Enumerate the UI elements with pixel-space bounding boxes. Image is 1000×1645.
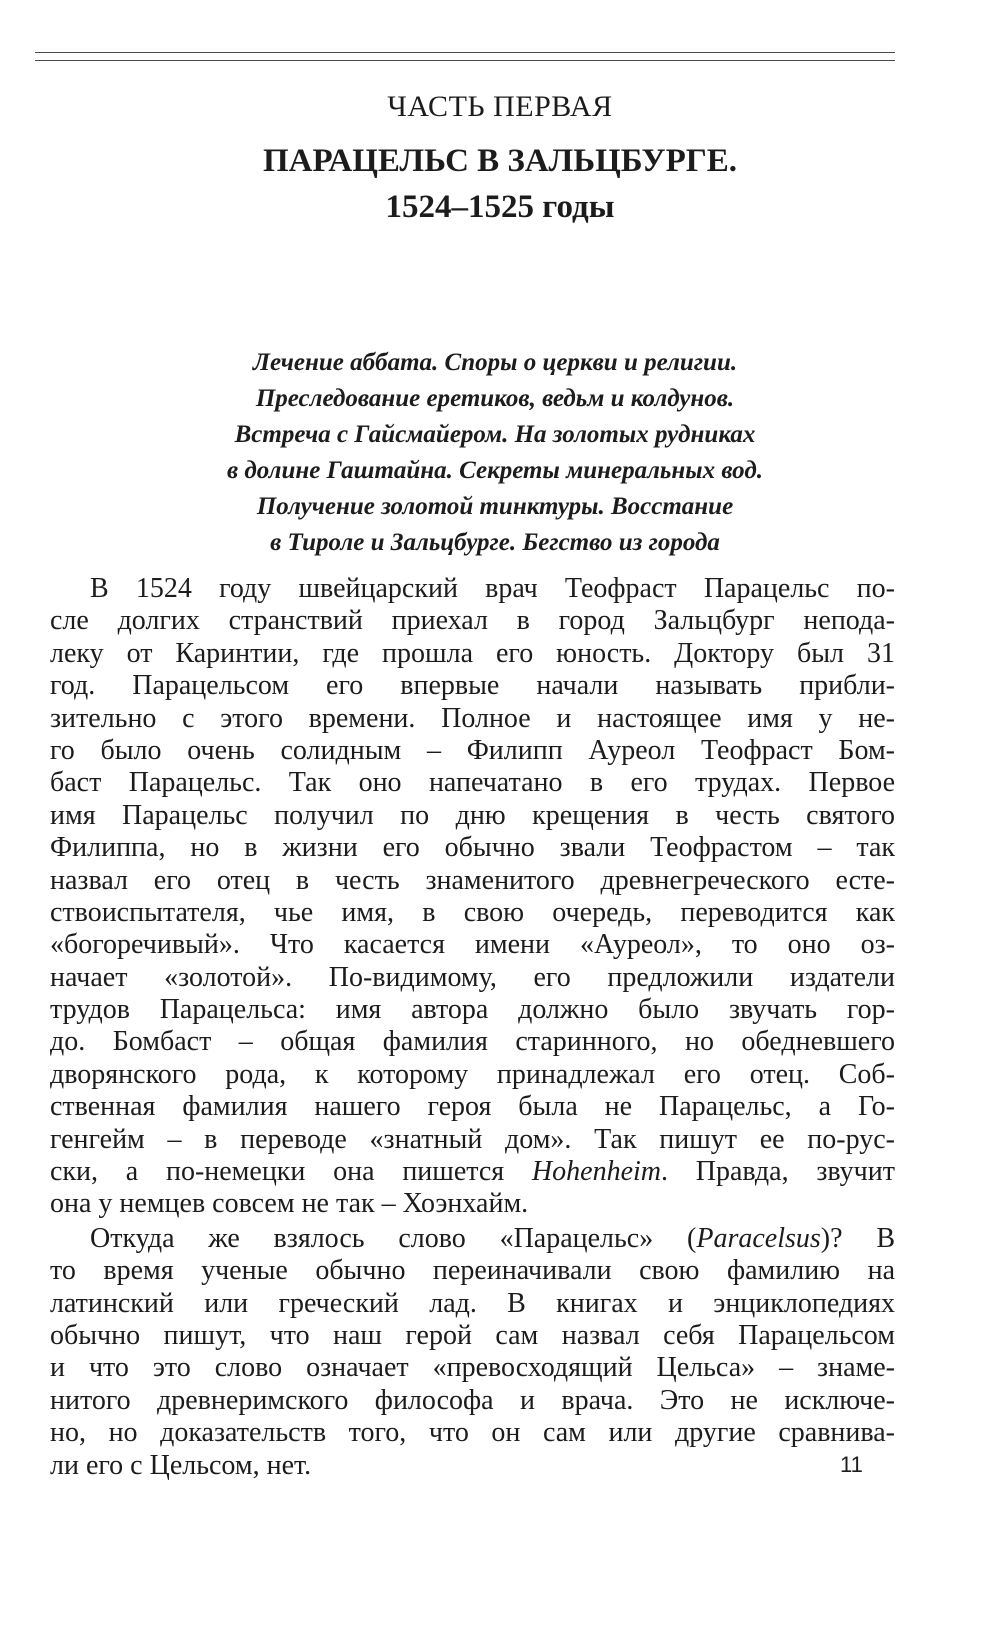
text-line: нитого древнеримского философа и врача. Это не исключе- — [50, 1384, 895, 1416]
text-segment: Откуда же взялось слово «Парацельс» ( — [90, 1222, 697, 1254]
text-line: зительно с этого времени. Полное и настоящее имя у не- — [50, 702, 895, 734]
chapter-summary — [95, 345, 895, 561]
page-number: 11 — [840, 1452, 863, 1477]
text-line: сле долгих странствий приехал в город Зальцбург непода- — [50, 605, 895, 637]
text-line: дворянского рода, к которому принадлежал его отец. Соб- — [50, 1058, 895, 1090]
body-text — [50, 573, 895, 1482]
summary-line: Лечение аббата. Споры о церкви и религии. — [252, 349, 738, 376]
text-line: до. Бомбаст – общая фамилия старинного, но обедневшего — [50, 1026, 895, 1058]
text-segment: . Правда, звучит — [661, 1156, 895, 1188]
top-rule-upper — [35, 52, 895, 53]
text-line-last: ли его с Цельсом, нет. — [50, 1449, 312, 1481]
text-line: латинский или греческий лад. В книгах и энциклопедиях — [50, 1287, 895, 1319]
text-line-with-italic — [50, 1156, 895, 1188]
chapter-title — [0, 138, 1000, 230]
text-line: то время ученые обычно переиначивали свою фамилию на — [50, 1255, 895, 1287]
text-line: баст Парацельс. Так оно напечатано в его трудах. Первое — [50, 767, 895, 799]
chapter-title-line-1: ПАРАЦЕЛЬС В ЗАЛЬЦБУРГЕ. — [262, 143, 738, 179]
summary-line: Встреча с Гайсмайером. На золотых рудниках — [234, 421, 756, 448]
text-line: имя Парацельс получил по дню крещения в честь святого — [50, 799, 895, 831]
text-line: назвал его отец в честь знаменитого древнегреческого есте- — [50, 864, 895, 896]
summary-line: в долине Гаштайна. Секреты минеральных вод. — [226, 457, 763, 484]
text-line: и что это слово означает «превосходящий Цельса» – знаме- — [50, 1352, 895, 1384]
part-label: ЧАСТЬ ПЕРВАЯ — [387, 90, 613, 123]
text-line: генгейм – в переводе «знатный дом». Так пишут ее по-рус- — [50, 1123, 895, 1155]
text-line: год. Парацельсом его впервые начали называть прибли- — [50, 670, 895, 702]
text-line: го было очень солидным – Филипп Ауреол Теофраст Бом- — [50, 734, 895, 766]
text-line: ствоиспытателя, чье имя, в свою очередь, переводится как — [50, 896, 895, 928]
paragraph-1 — [50, 573, 895, 1221]
summary-line: в Тироле и Зальцбурге. Бегство из города — [270, 529, 720, 556]
top-rule-lower — [35, 60, 895, 61]
italic-term-paracelsus: Paracelsus — [696, 1222, 821, 1254]
text-line: леку от Каринтии, где прошла его юность. Доктору был 31 — [50, 637, 895, 669]
text-line: но, но доказательств того, что он сам или другие сравнива- — [50, 1417, 895, 1449]
text-line-with-italic — [50, 1223, 895, 1255]
paragraph-2 — [50, 1223, 895, 1482]
text-segment: )? В — [820, 1222, 895, 1254]
summary-line: Преследование еретиков, ведьм и колдунов. — [255, 385, 735, 412]
text-line: ственная фамилия нашего героя была не Парацельс, а Го- — [50, 1091, 895, 1123]
text-line: «богоречивый». Что касается имени «Ауреол», то оно оз- — [50, 929, 895, 961]
text-line: Филиппа, но в жизни его обычно звали Теофрастом – так — [50, 832, 895, 864]
italic-term-hohenheim: Hohenheim — [531, 1156, 661, 1188]
text-line: начает «золотой». По-видимому, его предложили издатели — [50, 961, 895, 993]
text-line: трудов Парацельса: имя автора должно было звучать гор- — [50, 994, 895, 1026]
text-line: В 1524 году швейцарский врач Теофраст Парацельс по- — [90, 573, 895, 604]
text-line: обычно пишут, что наш герой сам назвал себя Парацельсом — [50, 1319, 895, 1351]
summary-line: Получение золотой тинктуры. Восстание — [256, 493, 734, 520]
chapter-title-line-2: 1524–1525 годы — [385, 189, 615, 225]
text-line-last: она у немцев совсем не так – Хоэнхайм. — [50, 1188, 529, 1220]
text-segment: ски, а по-немецки она пишется — [50, 1156, 532, 1188]
